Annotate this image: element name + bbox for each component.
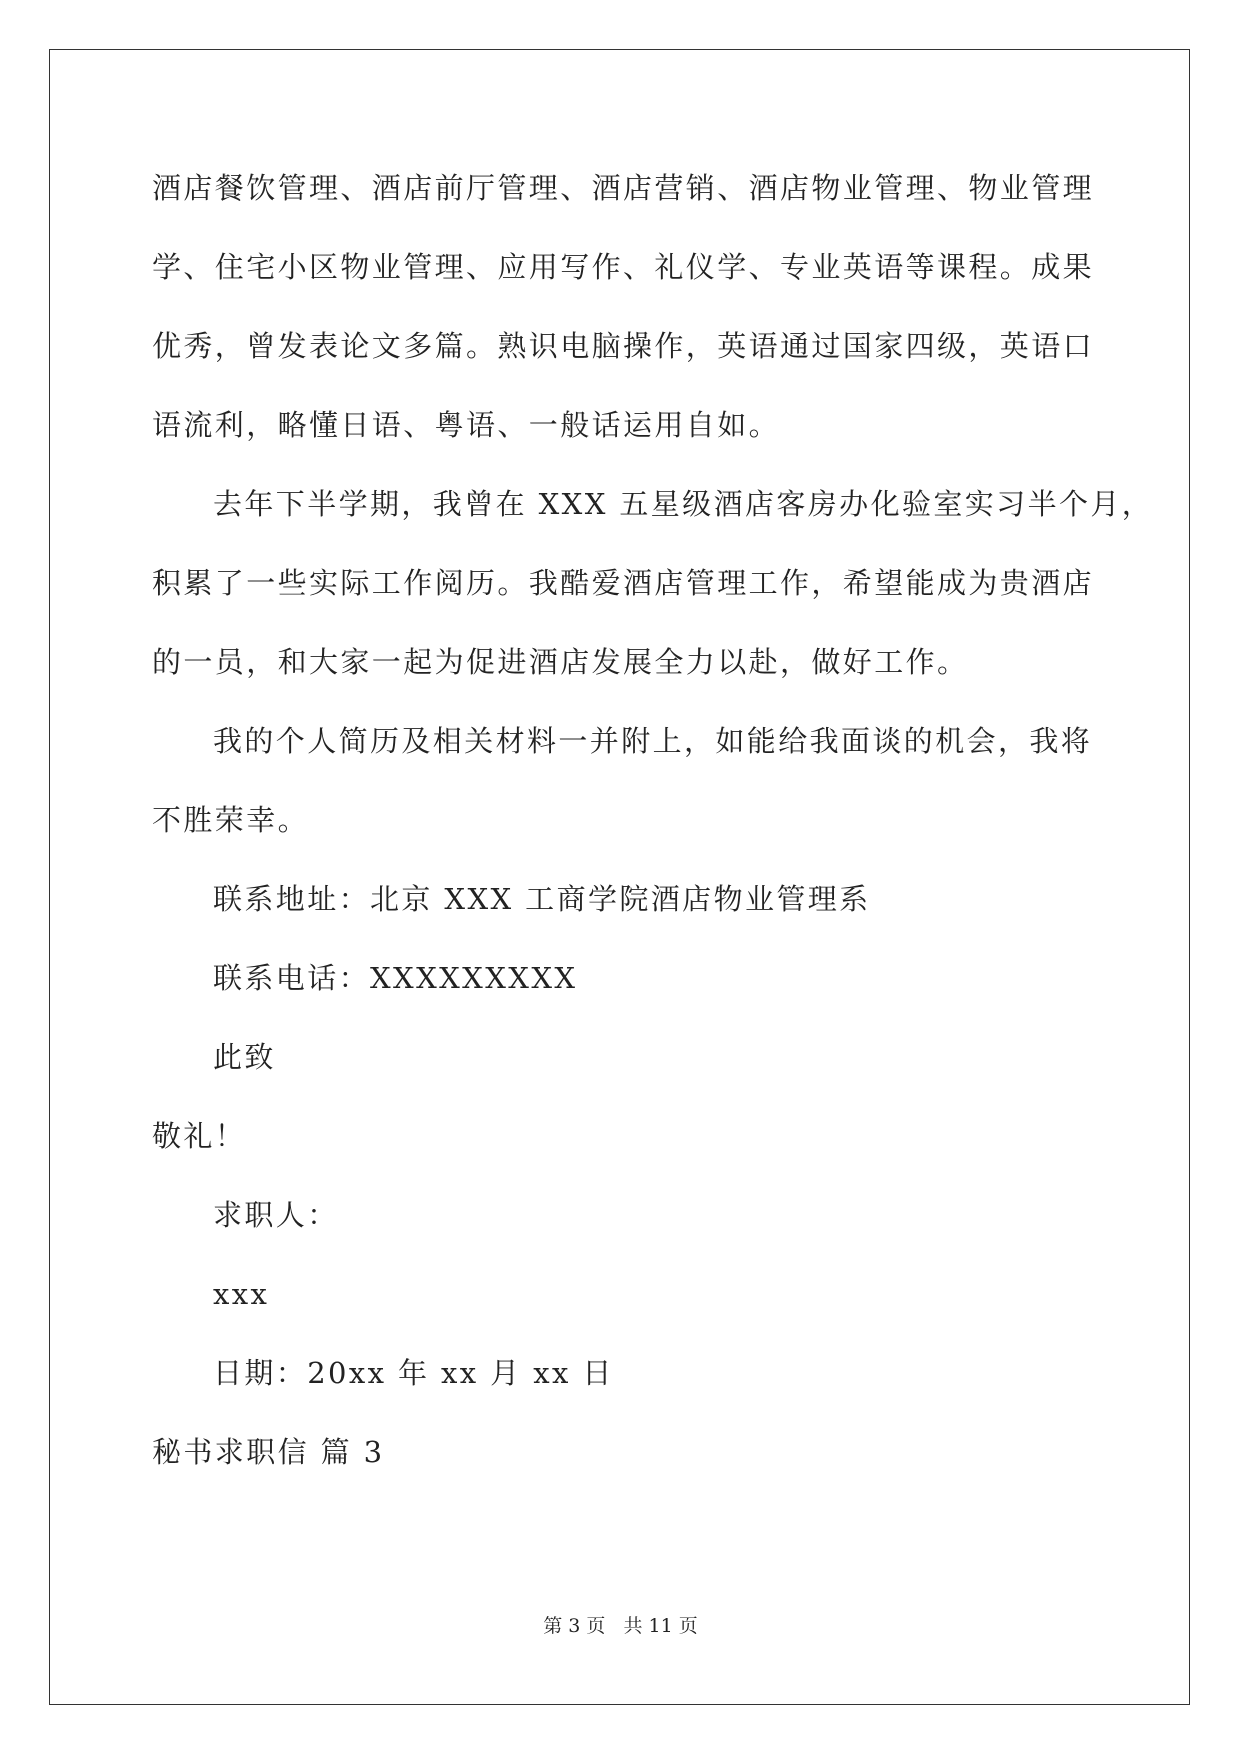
letter-date: 日期：20xx 年 xx 月 xx 日 bbox=[213, 1356, 614, 1390]
page-number-footer: 第 3 页 共 11 页 bbox=[543, 1615, 698, 1637]
text-line: 的一员，和大家一起为促进酒店发展全力以赴，做好工作。 bbox=[152, 645, 969, 679]
closing-salutation: 此致 bbox=[213, 1040, 276, 1074]
applicant-label: 求职人： bbox=[213, 1198, 339, 1232]
applicant-name: xxx bbox=[213, 1277, 270, 1311]
document-body bbox=[152, 168, 1154, 1511]
paragraph-start-line: 我的个人简历及相关材料一并附上，如能给我面谈的机会，我将 bbox=[213, 724, 1093, 758]
closing-regards: 敬礼！ bbox=[152, 1119, 247, 1153]
contact-phone: 联系电话：XXXXXXXXX bbox=[213, 961, 578, 995]
text-line: 优秀，曾发表论文多篇。熟识电脑操作，英语通过国家四级，英语口 bbox=[152, 329, 1095, 363]
text-line: 酒店餐饮管理、酒店前厅管理、酒店营销、酒店物业管理、物业管理 bbox=[152, 171, 1095, 205]
paragraph-start-line: 去年下半学期，我曾在 XXX 五星级酒店客房办化验室实习半个月， bbox=[213, 487, 1154, 521]
text-line: 语流利，略懂日语、粤语、一般话运用自如。 bbox=[152, 408, 781, 442]
text-line: 学、住宅小区物业管理、应用写作、礼仪学、专业英语等课程。成果 bbox=[152, 250, 1095, 284]
section-heading: 秘书求职信 篇 3 bbox=[152, 1435, 385, 1469]
text-line: 积累了一些实际工作阅历。我酷爱酒店管理工作，希望能成为贵酒店 bbox=[152, 566, 1095, 600]
contact-address: 联系地址：北京 XXX 工商学院酒店物业管理系 bbox=[213, 882, 871, 916]
text-line: 不胜荣幸。 bbox=[152, 803, 310, 837]
